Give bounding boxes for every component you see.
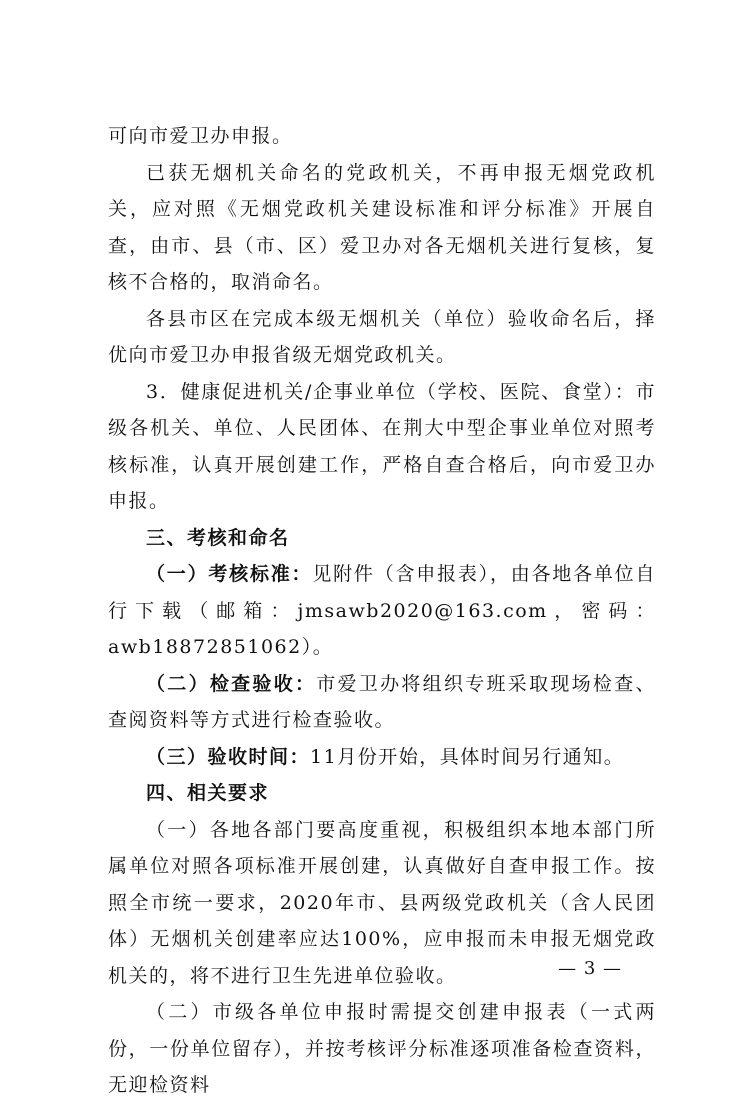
paragraph: （二）市级各单位申报时需提交创建申报表（一式两份，一份单位留存），并按考核评分标准逐项准备检查资料，无迎检资料 — [108, 1001, 656, 1096]
item-text: 市爱卫办将组织专班采取现场检查、查阅资料等方式进行检查验收。 — [108, 672, 656, 731]
paragraph: 可向市爱卫办申报。 — [108, 125, 293, 147]
document-body — [108, 118, 656, 1104]
paragraph: 各县市区在完成本级无烟机关（单位）验收命名后，择优向市爱卫办申报省级无烟党政机关。 — [108, 307, 656, 366]
paragraph: 3．健康促进机关/企事业单位（学校、医院、食堂）：市级各机关、单位、人民团体、在荆大中型企事业单位对照考核标准，认真开展创建工作，严格自查合格后，向市爱卫办申报。 — [108, 380, 656, 512]
item-label: （一）考核标准： — [146, 563, 313, 585]
paragraph: （一）各地各部门要高度重视，积极组织本地本部门所属单位对照各项标准开展创建，认真做好自查申报工作。按照全市统一要求，2020年市、县两级党政机关（含人民团体）无烟机关创建率应达100%，应申报而未申报无烟党政机关的，将不进行卫生先进单位验收。 — [108, 818, 656, 987]
paragraph — [108, 556, 656, 666]
item-text: 11月份开始，具体时间另行通知。 — [310, 745, 625, 768]
section-heading: 四、相关要求 — [146, 782, 270, 804]
item-label: （二）检查验收： — [146, 672, 317, 695]
page-number: — 3 — — [558, 958, 622, 979]
section-heading: 三、考核和命名 — [146, 526, 290, 549]
paragraph — [108, 739, 656, 776]
paragraph — [108, 666, 656, 739]
item-label: （三）验收时间： — [146, 745, 311, 768]
paragraph: 已获无烟机关命名的党政机关，不再申报无烟党政机关，应对照《无烟党政机关建设标准和评分标准》开展自查，由市、县（市、区）爱卫办对各无烟机关进行复核，复核不合格的，取消命名。 — [108, 161, 656, 293]
item-text: 见附件（含申报表），由各地各单位自行下载（邮箱：jmsawb2020@163.com，密码：awb18872851062）。 — [108, 563, 656, 658]
